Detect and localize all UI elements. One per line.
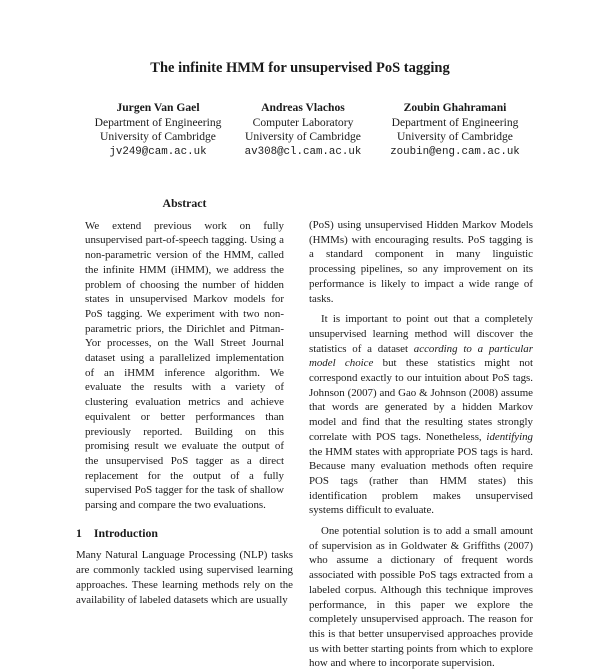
section-title: Introduction <box>93 525 158 540</box>
right-column <box>309 218 533 671</box>
author-dept: Computer Laboratory <box>252 115 354 129</box>
paragraph-text: but these statistics might not correspond exactly to our intuition about PoS tags. Johnson (2007) and Gao & Johnson (2008) assume that words are generated by a hidden Markov model and find that the resulting states strongly correlate with POS tags. Nonetheless, <box>309 357 533 443</box>
abstract-body <box>76 219 293 513</box>
author-dept: Department of Engineering <box>391 115 519 129</box>
author-inst: University of Cambridge <box>397 130 513 144</box>
author-block-1 <box>78 101 238 159</box>
author-inst: University of Cambridge <box>100 130 216 144</box>
author-name: Jurgen Van Gael <box>116 101 200 114</box>
section-heading <box>76 526 293 541</box>
author-name: Andreas Vlachos <box>261 101 345 114</box>
intro-paragraph-1: Many Natural Language Processing (NLP) tasks are commonly tackled using supervised learning approaches. These learning methods rely on the availability of labeled datasets which are usually <box>76 549 293 606</box>
section-number: 1 <box>76 525 82 540</box>
intro-paragraph-4: One potential solution is to add a small amount of supervision as in Goldwater & Griffiths (2007) who assume a dictionary of frequent words associated with possible PoS tags extracted from a labeled corpus. Although this technique improves performance, in this paper we explore the completely unsupervised approach. The reason for this is that better unsupervised approaches provide us with better starting points from which to explore how and where to incorporate supervision. <box>309 525 533 670</box>
paragraph-text: It is important to point out that a completely unsupervised learning method will discover the statistics of a dataset <box>309 313 533 355</box>
emphasis-text: according to a particular model choice <box>309 342 533 370</box>
intro-paragraph-2: (PoS) using unsupervised Hidden Markov Models (HMMs) with encouraging results. PoS tagging is a standard component in many linguistic processing pipelines, so any improvement on its performance is likely to impact a wide range of tasks. <box>309 219 533 305</box>
author-dept: Department of Engineering <box>94 115 222 129</box>
author-inst: University of Cambridge <box>245 130 361 144</box>
author-block-2 <box>228 101 378 159</box>
left-column <box>76 196 293 607</box>
author-email: zoubin@eng.cam.ac.uk <box>390 145 520 158</box>
author-email: jv249@cam.ac.uk <box>109 145 207 158</box>
paragraph-text: the HMM states with appropriate POS tags is hard. Because many evaluation methods often require POS tags (rather than HMM states) this identification problem makes unsupervised systems difficult to evaluate. <box>309 445 533 517</box>
abstract-heading: Abstract <box>162 196 207 210</box>
author-name: Zoubin Ghahramani <box>403 101 507 114</box>
intro-paragraph-3 <box>309 312 533 518</box>
author-email: av308@cl.cam.ac.uk <box>244 145 362 158</box>
abstract-text: We extend previous work on fully unsupervised part-of-speech tagging. Using a non-parametric version of the HMM, called the infinite HMM (iHMM), we address the problem of choosing the number of hidden states in unsupervised Markov models for PoS tagging. We experiment with two non-parametric priors, the Dirichlet and Pitman-Yor processes, on the Wall Street Journal dataset using a parallelized implementation of an iHMM inference algorithm. We evaluate the results with a variety of clustering evaluation metrics and achieve equivalent or better performances than previously reported. Building on this promising result we evaluate the output of the unsupervised PoS tagger as a direct replacement for the output of a fully supervised PoS tagger for the task of shallow parsing and compare the two evaluations. <box>85 219 284 512</box>
paper-title: The infinite HMM for unsupervised PoS tagging <box>150 60 450 76</box>
author-block-3 <box>375 101 535 159</box>
emphasis-text: identifying <box>486 430 533 443</box>
